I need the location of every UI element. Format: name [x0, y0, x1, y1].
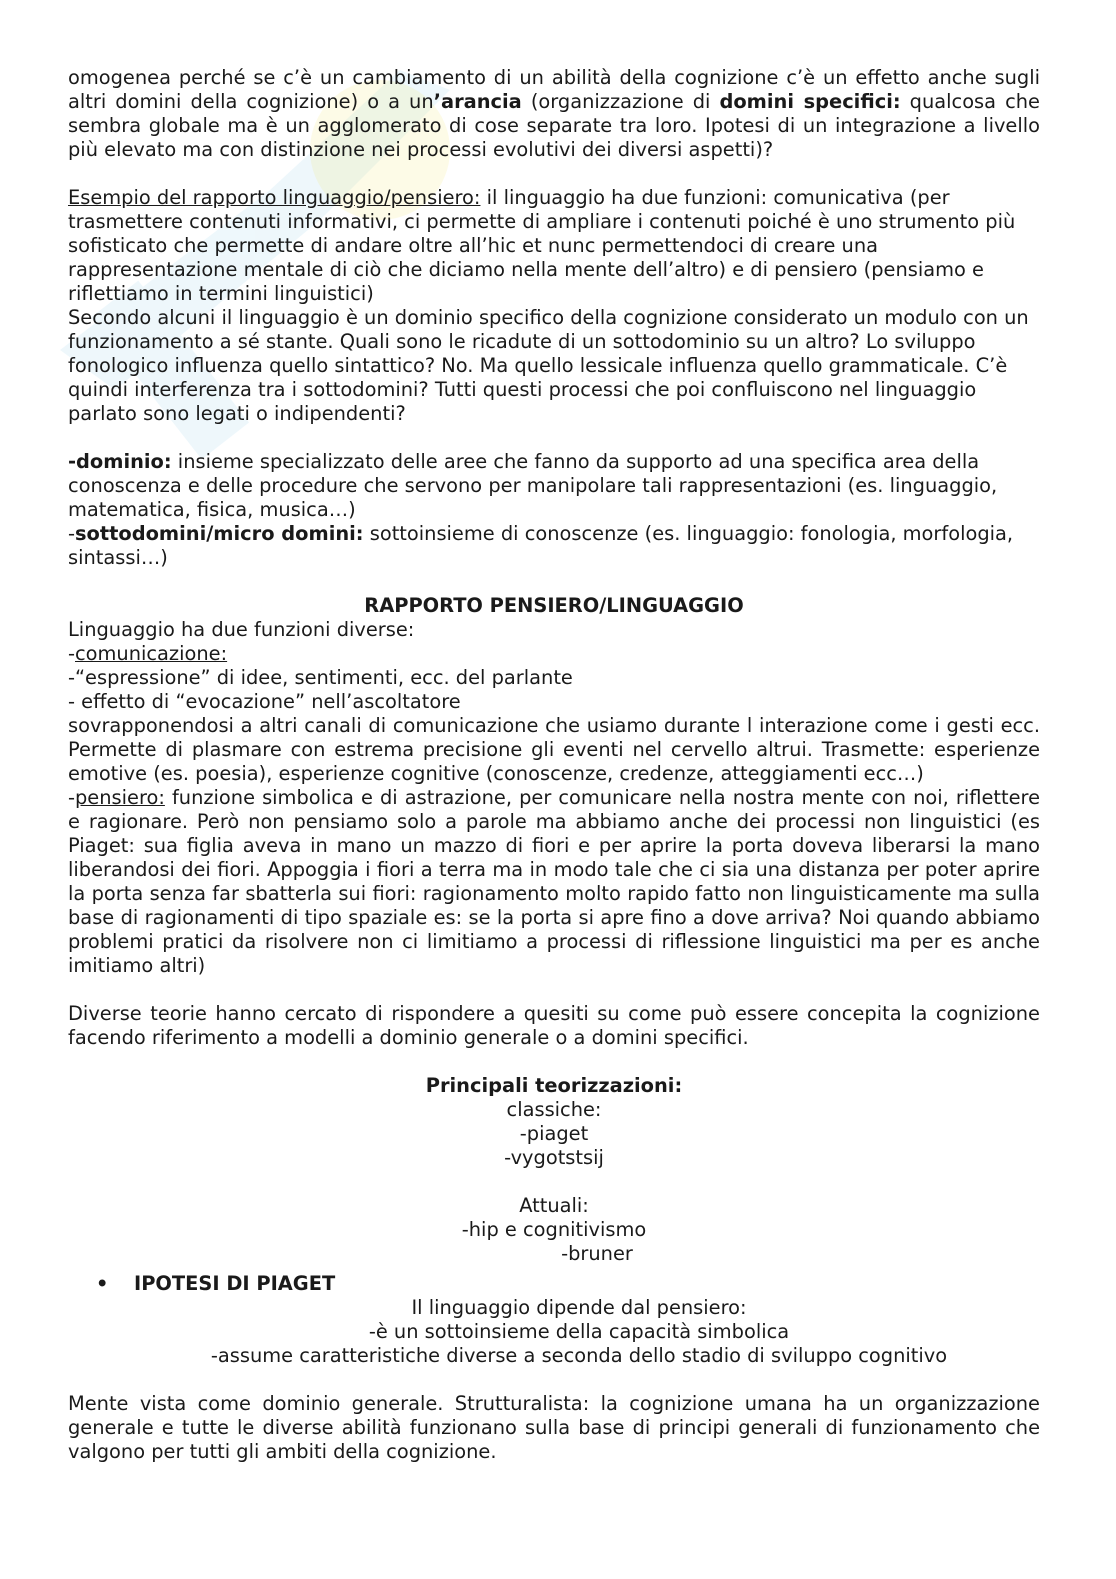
document-body — [68, 66, 1040, 1464]
classiche-vygotstsij: -vygotstsij — [504, 1146, 604, 1169]
comunicazione-item-2: - effetto di “evocazione” nell’ascoltatore — [68, 690, 461, 713]
ipotesi-line-1: Il linguaggio dipende dal pensiero: — [411, 1296, 747, 1319]
classiche-piaget: -piaget — [519, 1122, 589, 1145]
paragraph-secondo-alcuni: Secondo alcuni il linguaggio è un dominio specifico della cognizione considerato un modulo con un funzionamento a sé stante. Quali sono le ricadute di un sottodominio su un altro? Lo sviluppo fonologico influenza quello sintattico? No. Ma quello lessicale influenza quello grammaticale. C’è quindi interferenza tra i sottodomini? Tutti questi processi che poi confluiscono nel linguaggio parlato sono legati o indipendenti? — [68, 306, 1029, 425]
principali-title: Principali teorizzazioni: — [425, 1074, 683, 1097]
attuali-hip: -hip e cognitivismo — [461, 1218, 647, 1241]
paragraph-esempio: Esempio del rapporto linguaggio/pensiero: il linguaggio ha due funzioni: comunicativa (per trasmettere contenuti informativi, ci permette di ampliare i contenuti poiché è uno strumento più sofisticato che permette di andare oltre all’hic et nunc permettendoci di creare una rappresentazione mentale di ciò che diciamo nella mente dell’altro) e di pensiero (pensiamo e riflettiamo in termini linguistici) — [68, 186, 1016, 305]
bullet-icon: • — [96, 1272, 109, 1295]
pensiero-paragraph: -pensiero: funzione simbolica e di astrazione, per comunicare nella nostra mente con noi, riflettere e ragionare. Però non pensiamo solo a parole ma abbiamo anche dei processi non linguistici (es Piaget: sua figlia aveva in mano un mazzo di fiori e per aprire la porta doveva liberarsi la mano liberandosi dei fiori. Appoggia i fiori a terra ma in modo tale che ci sia una distanza per poter aprire la porta senza far sbatterla sui fiori: ragionamento molto rapido fatto non linguisticamente ma sulla base di ragionamenti di tipo spaziale es: se la porta si apre fino a dove arriva? Noi quando abbiamo problemi pratici da risolvere non ci limitiamo a processi di riflessione linguistici ma per es anche imitiamo altri) — [68, 786, 1040, 977]
ipotesi-title: IPOTESI DI PIAGET — [134, 1272, 336, 1295]
rapporto-intro: Linguaggio ha due funzioni diverse: — [68, 618, 415, 641]
ipotesi-line-2: -è un sottoinsieme della capacità simbolica — [368, 1320, 790, 1343]
paragraph-teorie: Diverse teorie hanno cercato di rispondere a quesiti su come può essere concepita la cognizione facendo riferimento a modelli a dominio generale o a domini specifici. — [68, 1002, 1040, 1049]
attuali-bruner: -bruner — [561, 1242, 633, 1265]
paragraph-domini: omogenea perché se c’è un cambiamento di un abilità della cognizione c’è un effetto anche sugli altri domini della cognizione) o a un’arancia (organizzazione di domini specifici: qualcosa che sembra globale ma è un agglomerato di cose separate tra loro. Ipotesi di un integrazione a livello più elevato ma con distinzione nei processi evolutivi dei diversi aspetti)? — [68, 66, 1040, 161]
definition-dominio: -dominio: insieme specializzato delle aree che fanno da supporto ad una specifica area della conoscenza e delle procedure che servono per manipolare tali rappresentazioni (es. linguaggio, matematica, fisica, musica…) — [68, 450, 998, 521]
ipotesi-line-3: -assume caratteristiche diverse a seconda dello stadio di sviluppo cognitivo — [210, 1344, 948, 1367]
attuali-label: Attuali: — [519, 1194, 589, 1217]
paragraph-mente: Mente vista come dominio generale. Strutturalista: la cognizione umana ha un organizzazione generale e tutte le diverse abilità funzionano sulla base di principi generali di funzionamento che valgono per tutti gli ambiti della cognizione. — [68, 1392, 1040, 1463]
comunicazione-text: sovrapponendosi a altri canali di comunicazione che usiamo durante l interazione come i gesti ecc. Permette di plasmare con estrema precisione gli eventi nel cervello altrui. Trasmette: esperienze emotive (es. poesia), esperienze cognitive (conoscenze, credenze, atteggiamenti ecc…) — [68, 714, 1040, 785]
comunicazione-item-1: -“espressione” di idee, sentimenti, ecc. del parlante — [68, 666, 573, 689]
comunicazione-label: -comunicazione: — [68, 642, 228, 665]
section-title-rapporto: RAPPORTO PENSIERO/LINGUAGGIO — [364, 594, 744, 617]
definition-sottodomini: -sottodomini/micro domini: sottoinsieme di conoscenze (es. linguaggio: fonologia, morfologia, sintassi…) — [68, 522, 1014, 569]
ipotesi-heading — [68, 1272, 1040, 1296]
classiche-label: classiche: — [506, 1098, 602, 1121]
